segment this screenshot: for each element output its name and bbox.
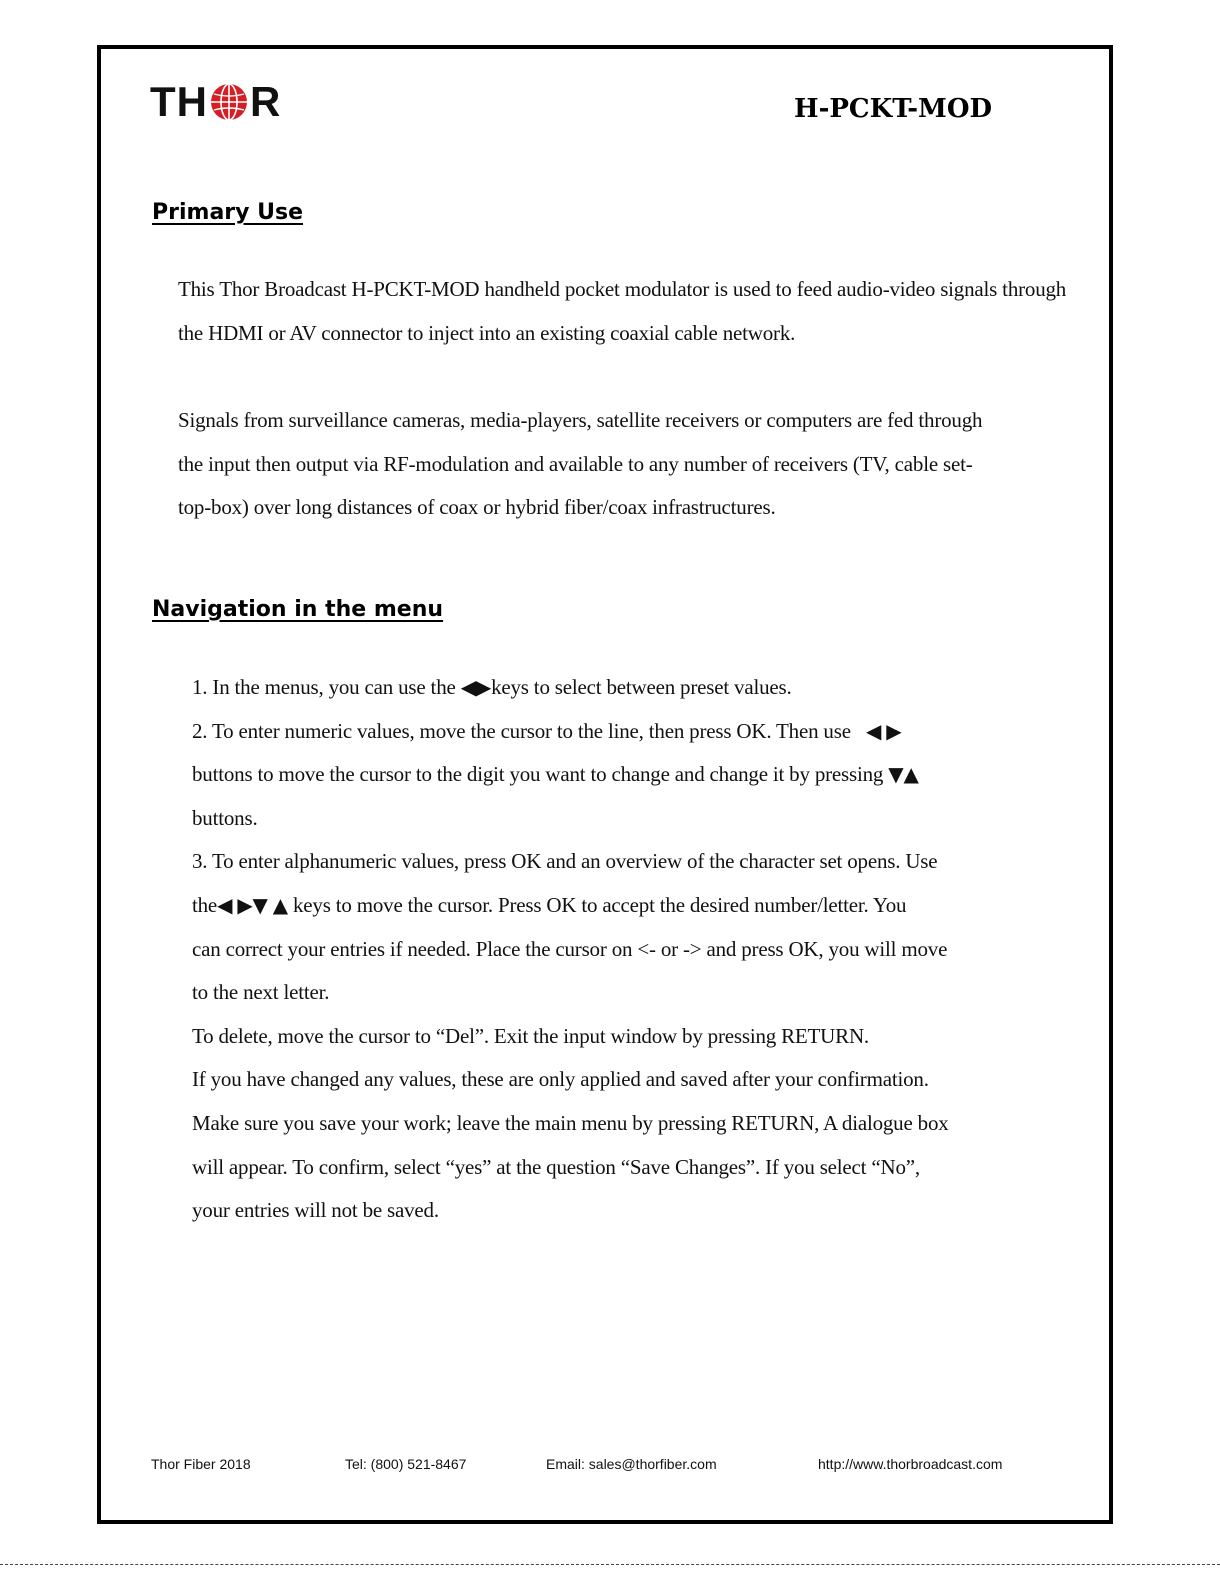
nav-line-6-text: the [192,892,218,917]
model-title: H-PCKT-MOD [794,94,993,124]
down-arrow-icon: ▼ [888,762,904,787]
nav-line-10: If you have changed any values, these are only applied and saved after your confirmation. [192,1067,929,1092]
nav-line-6 [192,884,1052,928]
primary-use-heading: Primary Use [152,200,304,225]
globe-icon [209,82,249,122]
left-arrow-icon: ◀ [866,718,882,743]
paragraph-2-line-2: the input then output via RF-modulation and available to any number of receivers (TV, cable set- [178,451,973,476]
nav-line-2-text: 2. To enter numeric values, move the cursor to the line, then press OK. Then use [192,718,851,743]
nav-line-13: your entries will not be saved. [192,1198,439,1223]
primary-use-paragraph-2 [178,399,1068,530]
nav-line-11: Make sure you save your work; leave the main menu by pressing RETURN, A dialogue box [192,1110,949,1135]
left-arrow-icon: ◀ [460,675,476,699]
right-arrow-icon: ▶ [237,892,253,917]
right-arrow-icon: ▶ [886,718,902,743]
up-arrow-icon: ▲ [272,892,288,917]
footer-website-link[interactable]: http://www.thorbroadcast.com [818,1456,1003,1472]
nav-line-9: To delete, move the cursor to “Del”. Exit the input window by pressing RETURN. [192,1023,869,1048]
logo-text-left: TH [150,78,208,125]
navigation-heading: Navigation in the menu [152,597,444,622]
left-arrow-icon: ◀ [217,892,233,917]
right-arrow-icon: ▶ [475,675,492,699]
down-arrow-icon: ▼ [252,892,268,917]
nav-line-5: 3. To enter alphanumeric values, press OK and an overview of the character set opens. Use [192,849,938,874]
nav-line-4: buttons. [192,805,258,830]
nav-line-1-text: 1. In the menus, you can use the [192,675,456,699]
navigation-instructions [192,666,1052,1233]
nav-line-2 [192,710,1052,754]
nav-line-1 [192,666,1052,710]
nav-line-1-text-end: keys to select between preset values. [491,675,792,699]
paragraph-2-line-3: top-box) over long distances of coax or hybrid fiber/coax infrastructures. [178,495,776,519]
nav-line-3 [192,753,1052,797]
nav-line-6-text-end: keys to move the cursor. Press OK to accept the desired number/letter. You [293,892,907,917]
footer-company: Thor Fiber 2018 [151,1456,251,1472]
paragraph-2-line-1: Signals from surveillance cameras, media-players, satellite receivers or computers are fed through [178,408,983,432]
up-arrow-icon: ▲ [903,762,919,787]
logo-text-right: R [250,78,282,125]
footer-email[interactable]: Email: sales@thorfiber.com [546,1456,717,1472]
thor-logo [150,80,281,124]
nav-line-8: to the next letter. [192,980,330,1005]
footer-telephone: Tel: (800) 521-8467 [345,1456,467,1472]
nav-line-7: can correct your entries if needed. Place the cursor on <- or -> and press OK, you will move [192,936,948,961]
page-bottom-divider [0,1564,1220,1565]
primary-use-paragraph-1: This Thor Broadcast H-PCKT-MOD handheld pocket modulator is used to feed audio-video signals through the HDMI or AV connector to inject into an existing coaxial cable network. [178,277,1067,345]
nav-line-3-text: buttons to move the cursor to the digit you want to change and change it by pressing [192,762,884,787]
nav-line-12: will appear. To confirm, select “yes” at the question “Save Changes”. If you select “No”, [192,1154,920,1179]
